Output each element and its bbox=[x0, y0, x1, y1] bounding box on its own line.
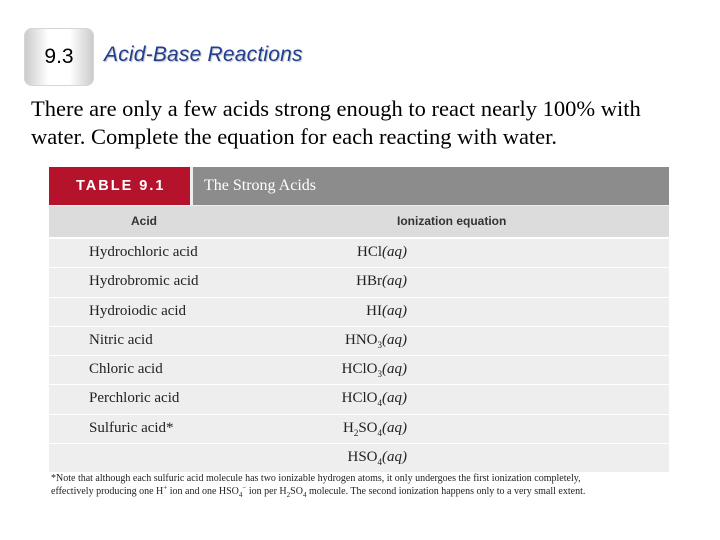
formula-main: HNO bbox=[345, 331, 378, 348]
footnote-text: ion and one HSO bbox=[167, 486, 239, 497]
table-title: The Strong Acids bbox=[193, 167, 669, 205]
ionization-formula bbox=[356, 273, 407, 290]
intro-line-1: There are only a few acids strong enough to react nearly 100% with bbox=[31, 96, 641, 121]
ionization-formula bbox=[347, 449, 407, 467]
table-row bbox=[49, 239, 669, 268]
footnote-text: ion per H bbox=[246, 486, 287, 497]
footnote-sub: 4 bbox=[302, 491, 307, 499]
phase-label: (aq) bbox=[382, 244, 407, 260]
formula-main: HCl bbox=[356, 244, 382, 260]
formula-subscript: 3 bbox=[377, 369, 382, 379]
formula-main: HBr bbox=[356, 273, 382, 290]
acid-name: Sulfuric acid* bbox=[89, 419, 174, 436]
column-header-equation: Ionization equation bbox=[397, 214, 507, 228]
strong-acids-table bbox=[49, 167, 669, 473]
table-row bbox=[49, 415, 669, 444]
footnote-sup: + bbox=[163, 483, 168, 492]
table-row bbox=[49, 356, 669, 385]
formula-main: HSO bbox=[347, 448, 378, 465]
footnote-text: effectively producing one H bbox=[51, 486, 164, 497]
table-number-label: TABLE 9.1 bbox=[49, 167, 190, 205]
footnote-sub: 2 bbox=[286, 491, 291, 499]
section-number: 9.3 bbox=[44, 45, 74, 68]
ionization-formula bbox=[345, 332, 407, 350]
acid-name: Hydrobromic acid bbox=[89, 273, 199, 290]
table-row bbox=[49, 327, 669, 356]
table-footnote bbox=[51, 472, 681, 498]
table-body bbox=[49, 237, 669, 473]
phase-label: (aq) bbox=[382, 448, 407, 465]
table-row bbox=[49, 444, 669, 473]
formula-main: HI bbox=[366, 302, 382, 319]
phase-label: (aq) bbox=[382, 419, 407, 436]
section-number-badge bbox=[24, 28, 94, 86]
formula-subscript: 4 bbox=[377, 398, 382, 409]
footnote-sup: − bbox=[242, 483, 247, 492]
ionization-formula bbox=[342, 361, 407, 379]
phase-label: (aq) bbox=[382, 390, 407, 407]
column-header-acid: Acid bbox=[131, 214, 158, 228]
footnote-line-2 bbox=[51, 485, 681, 498]
formula-subscript: 4 bbox=[377, 427, 382, 438]
table-header bbox=[49, 167, 669, 205]
section-title: Acid-Base Reactions bbox=[104, 43, 303, 66]
formula-subscript: 3 bbox=[377, 339, 382, 350]
formula-main: H bbox=[342, 419, 354, 436]
intro-line-2: water. Complete the equation for each reacting with water. bbox=[31, 124, 558, 149]
acid-name: Chloric acid bbox=[89, 361, 163, 377]
footnote-line-1: *Note that although each sulfuric acid molecule has two ionizable hydrogen atoms, it only undergoes the first ionization completely, bbox=[51, 473, 581, 484]
ionization-formula bbox=[342, 390, 407, 408]
ionization-formula bbox=[366, 303, 407, 320]
phase-label: (aq) bbox=[382, 302, 407, 319]
phase-label: (aq) bbox=[382, 361, 407, 377]
ionization-formula bbox=[357, 244, 407, 261]
intro-paragraph bbox=[31, 95, 701, 151]
phase-label: (aq) bbox=[382, 273, 407, 290]
phase-label: (aq) bbox=[382, 331, 407, 348]
column-headers bbox=[49, 206, 669, 237]
formula-subscript: 4 bbox=[377, 456, 382, 467]
acid-name: Hydrochloric acid bbox=[89, 244, 198, 260]
footnote-text: SO bbox=[290, 486, 303, 497]
formula-main: HClO bbox=[341, 390, 378, 407]
acid-name: Perchloric acid bbox=[89, 390, 180, 407]
acid-name: Nitric acid bbox=[89, 331, 153, 348]
formula-subscript: 2 bbox=[353, 427, 359, 438]
formula-main: HClO bbox=[341, 361, 378, 377]
formula-tail: SO bbox=[358, 419, 378, 436]
footnote-text: molecule. The second ionization happens only to a very small extent. bbox=[306, 486, 586, 497]
footnote-sub: 4 bbox=[238, 491, 243, 499]
table-row bbox=[49, 385, 669, 414]
acid-name: Hydroiodic acid bbox=[89, 302, 187, 319]
ionization-formula bbox=[343, 420, 407, 438]
table-row bbox=[49, 268, 669, 297]
table-row bbox=[49, 298, 669, 327]
